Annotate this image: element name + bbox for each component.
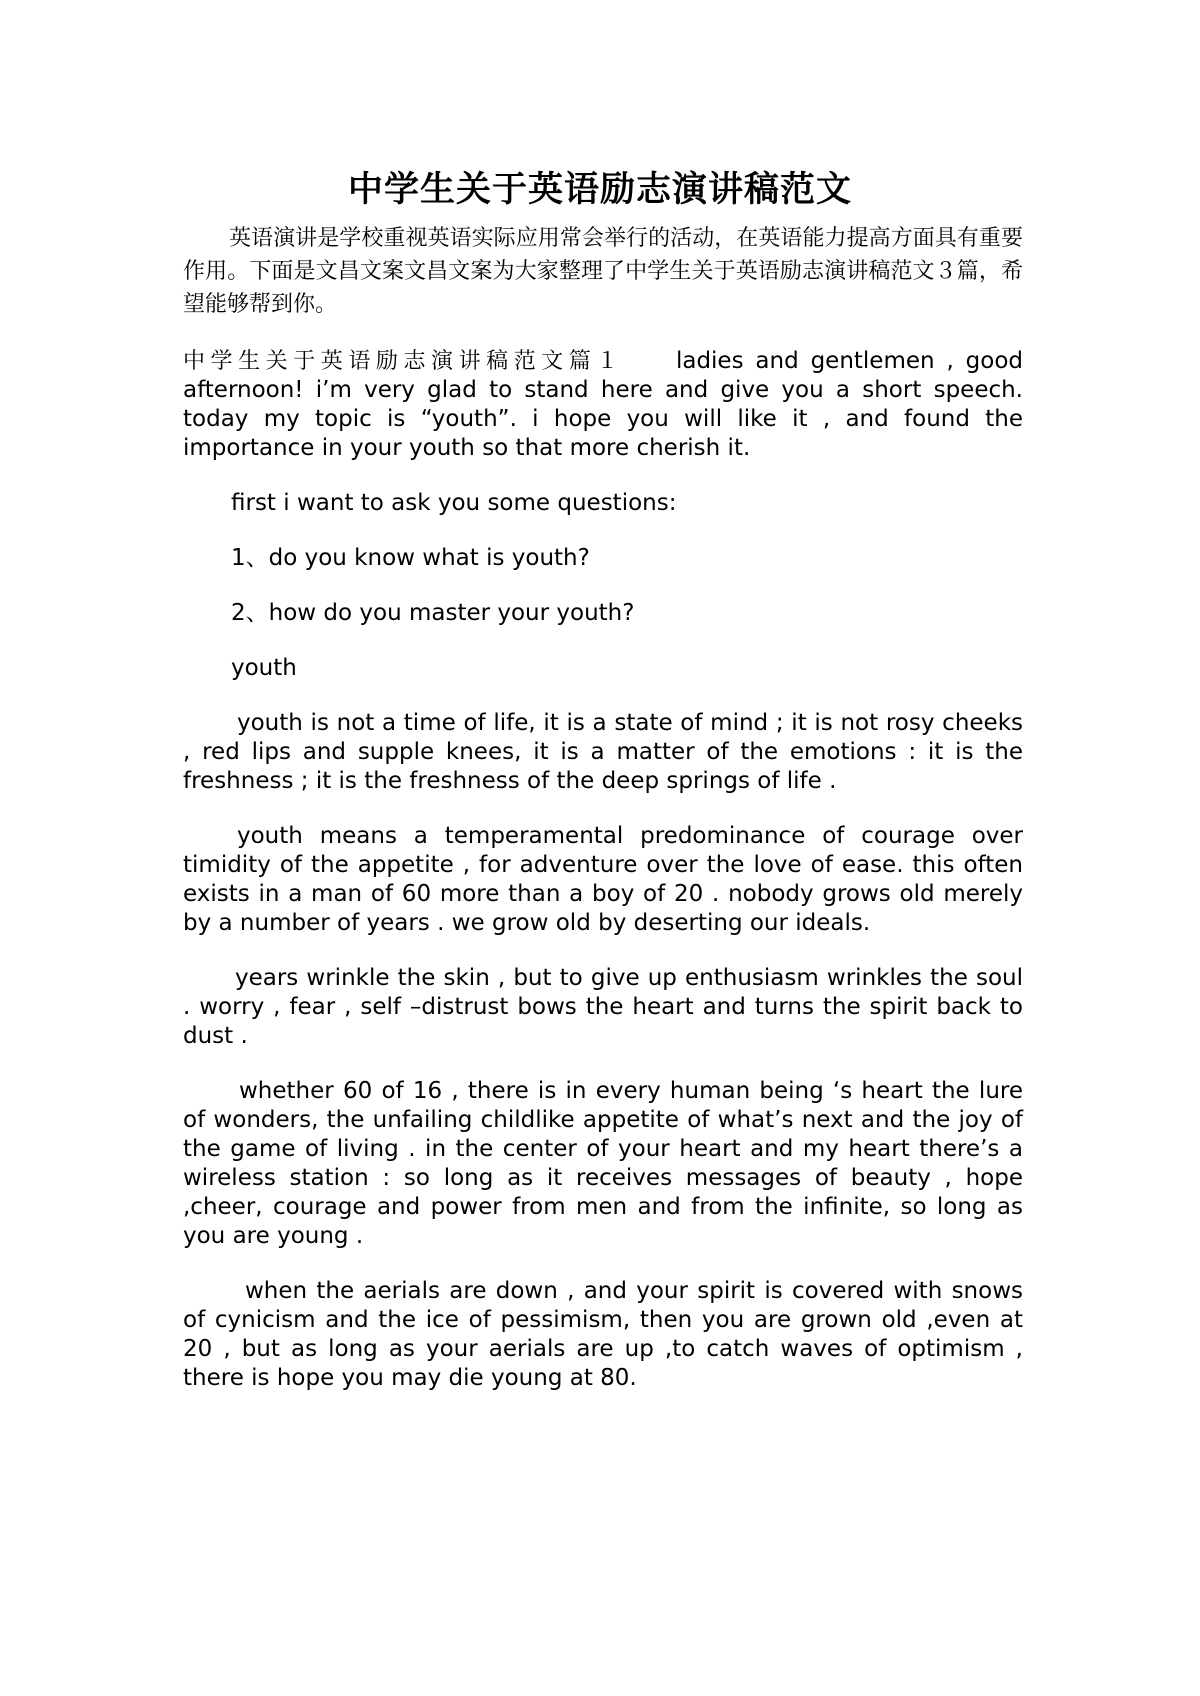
paragraph-text: ladies and gentlemen , good afternoon! i’m very glad to stand here and give you a short speech. today my topic is “youth”. i hope you will like it , and found the importance in your youth so that more cherish it. <box>183 348 1023 461</box>
speech-paragraph-5: whether 60 of 16 , there is in every human being ‘s heart the lure of wonders, the unfailing childlike appetite of what’s next and the joy of the game of living . in the center of your heart and my heart there’s a wireless station : so long as it receives messages of beauty , hope ,cheer, courage and power from men and from the infinite, so long as you are young . <box>183 1078 1023 1249</box>
speech-paragraph-6: when the aerials are down , and your spirit is covered with snows of cynicism and the ice of pessimism, then you are grown old ,even at 20 , but as long as your aerials are up ,to catch waves of optimism , there is hope you may die young at 80. <box>183 1278 1023 1391</box>
intro-paragraph: 英语演讲是学校重视英语实际应用常会举行的活动，在英语能力提高方面具有重要作用。下面是文昌文案文昌文案为大家整理了中学生关于英语励志演讲稿范文３篇，希望能够帮到你。 <box>183 226 1023 317</box>
spacer <box>183 683 1023 709</box>
speech-paragraph-1 <box>183 347 1023 463</box>
speech-paragraph-3: youth means a temperamental predominance of courage over timidity of the appetite , for adventure over the love of ease. this often exists in a man of 60 more than a boy of 20 . nobody grows old merely by a number of years . we grow old by deserting our ideals. <box>183 823 1023 936</box>
speech-paragraph-2: youth is not a time of life, it is a state of mind ; it is not rosy cheeks , red lips and supple knees, it is a matter of the emotions : it is the freshness ; it is the freshness of the deep springs of life . <box>183 710 1023 794</box>
spacer <box>183 1251 1023 1277</box>
spacer <box>183 321 1023 347</box>
section-heading: 中学生关于英语励志演讲稿范文篇１ <box>183 349 624 374</box>
spacer <box>183 1051 1023 1077</box>
document-body <box>183 222 1023 1393</box>
spacer <box>183 518 1023 544</box>
spacer <box>183 796 1023 822</box>
spacer <box>183 938 1023 964</box>
speech-paragraph-4: years wrinkle the skin , but to give up enthusiasm wrinkles the soul . worry , fear , self –distrust bows the heart and turns the spirit back to dust . <box>183 965 1023 1049</box>
document-title: 中学生关于英语励志演讲稿范文 <box>347 170 852 210</box>
questions-intro-line: first i want to ask you some questions: <box>231 490 677 516</box>
question-item-1: 1、do you know what is youth? <box>231 545 590 571</box>
question-item-2: 2、how do you master your youth? <box>231 600 635 626</box>
youth-heading-line: youth <box>231 655 297 681</box>
spacer <box>183 463 1023 489</box>
spacer <box>183 573 1023 599</box>
spacer <box>183 628 1023 654</box>
